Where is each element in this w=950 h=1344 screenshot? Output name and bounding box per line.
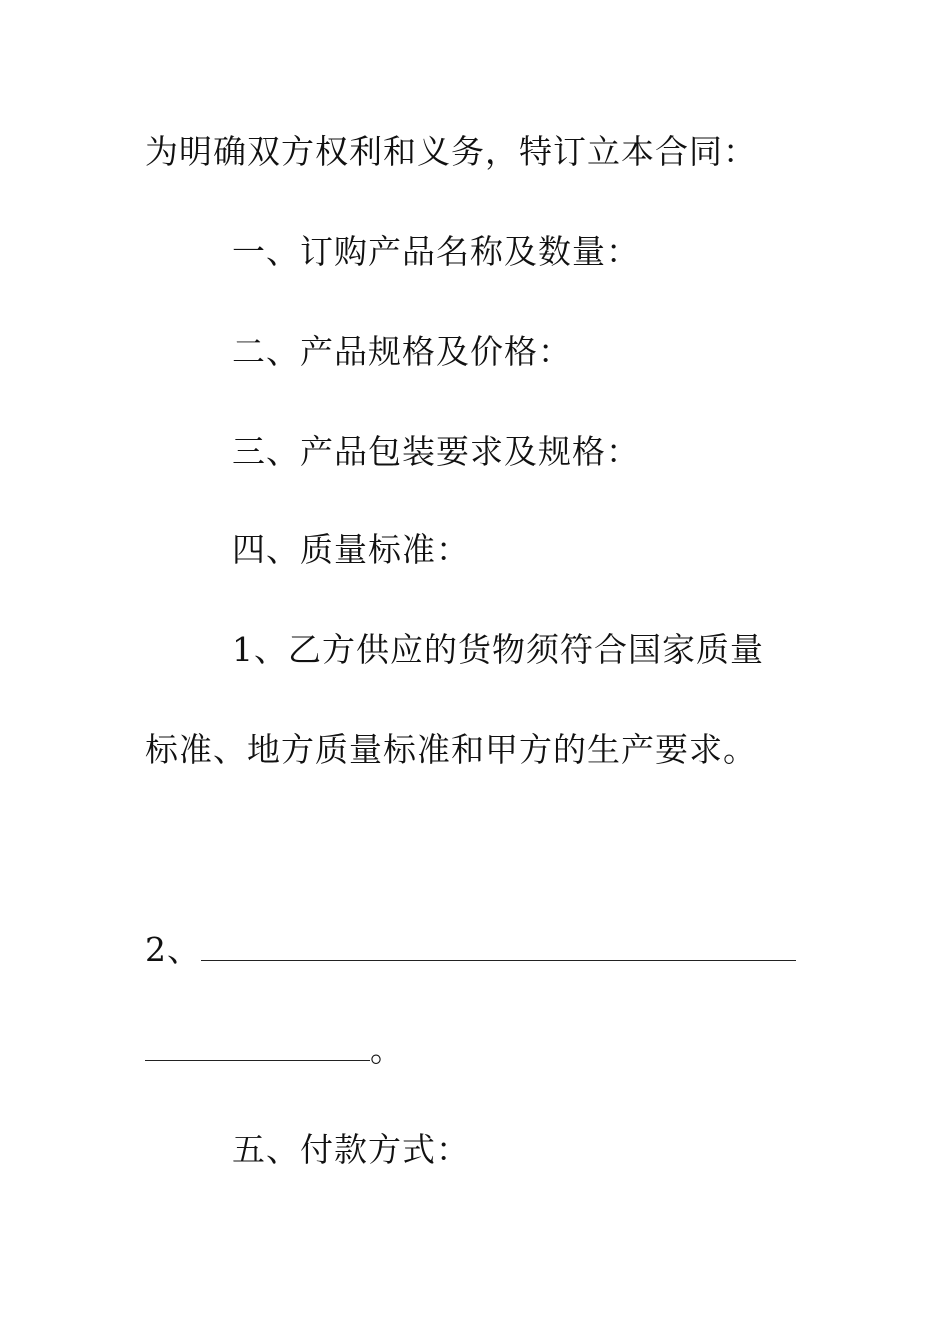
section-heading-2: 二、产品规格及价格： — [232, 332, 572, 371]
clause-2-blank-2 — [145, 1030, 370, 1061]
clause-2-end-mark: 。 — [370, 1030, 404, 1069]
section-heading-3: 三、产品包装要求及规格： — [232, 432, 640, 471]
intro-text: 为明确双方权利和义务，特订立本合同： — [145, 132, 757, 171]
clause-1-line-1: 1、乙方供应的货物须符合国家质量 — [232, 630, 764, 669]
section-heading-1: 一、订购产品名称及数量： — [232, 232, 640, 271]
clause-2-line-2 — [145, 1030, 404, 1070]
clause-1-line-2: 标准、地方质量标准和甲方的生产要求。 — [145, 730, 757, 769]
clause-2-line-1 — [145, 930, 796, 970]
clause-2-number: 2、 — [145, 930, 201, 969]
section-heading-5: 五、付款方式： — [232, 1130, 470, 1169]
clause-2-blank-1 — [201, 930, 796, 961]
section-heading-4: 四、质量标准： — [232, 530, 470, 569]
